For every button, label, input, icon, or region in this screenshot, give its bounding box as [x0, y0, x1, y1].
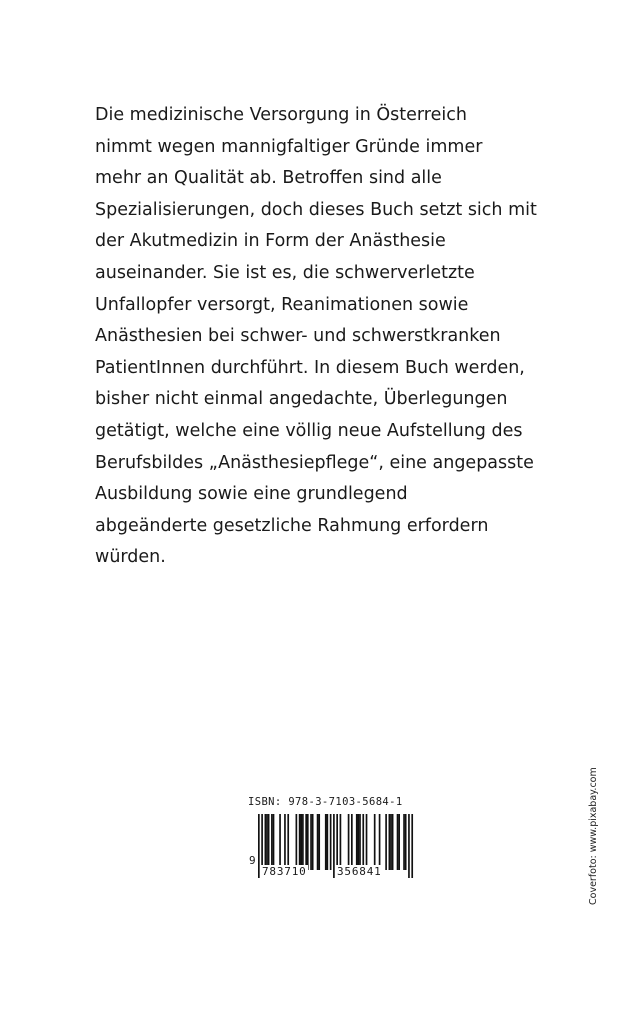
- barcode-bar: [390, 814, 392, 870]
- barcode-bar: [348, 814, 350, 870]
- barcode-bar: [258, 814, 260, 878]
- isbn-label: ISBN: 978-3-7103-5684-1: [248, 796, 403, 808]
- blurb-line: der Akutmedizin in Form der Anästhesie: [95, 231, 446, 252]
- barcode-bar: [265, 814, 267, 870]
- barcode-bar: [362, 814, 364, 870]
- barcode-bar: [340, 814, 342, 870]
- blurb-line: nimmt wegen mannigfaltiger Gründe immer: [95, 136, 483, 157]
- barcode-bar: [374, 814, 376, 870]
- blurb-line: bisher nicht einmal angedachte, Überlegungen: [95, 389, 508, 410]
- blurb-line: auseinander. Sie ist es, die schwerverletzte: [95, 262, 475, 283]
- barcode-bar: [302, 814, 304, 870]
- barcode-bar: [405, 814, 407, 870]
- barcode-bar: [385, 814, 387, 870]
- barcode-bar: [392, 814, 394, 870]
- barcode-bar: [287, 814, 289, 870]
- blurb-line: Spezialisierungen, doch dieses Buch setzt sich mit: [95, 199, 537, 220]
- barcode-bar: [279, 814, 281, 870]
- isbn-barcode: [248, 796, 418, 896]
- blurb-line: Die medizinische Versorgung in Österreich: [95, 105, 467, 125]
- barcode-bar: [389, 814, 391, 870]
- blurb-line: Berufsbildes „Anästhesiepflege“, eine angepasste: [95, 452, 534, 473]
- barcode-bar: [266, 814, 268, 870]
- blurb-line: Anästhesien bei schwer- und schwerstkranken: [95, 326, 501, 347]
- blurb-line: PatientInnen durchführt. In diesem Buch werden,: [95, 357, 525, 378]
- blurb-line: Ausbildung sowie eine grundlegend: [95, 484, 408, 505]
- barcode-bar: [312, 814, 314, 870]
- barcode-bar: [305, 814, 307, 870]
- barcode-bar: [318, 814, 320, 870]
- barcode-bar: [408, 814, 410, 878]
- barcode-bar: [356, 814, 358, 870]
- barcode-bar: [296, 814, 298, 870]
- barcode-right-digits: 356841: [337, 865, 382, 878]
- barcode-bar: [351, 814, 353, 870]
- barcode-lead-digit: 9: [249, 854, 257, 867]
- barcode-bar: [366, 814, 368, 870]
- barcode-left-digits: 783710: [262, 865, 307, 878]
- barcode-bar: [273, 814, 275, 870]
- cover-photo-credit: Coverfoto: www.pixabay.com: [588, 767, 599, 905]
- barcode-bar: [359, 814, 361, 870]
- barcode-bar: [299, 814, 301, 870]
- blurb-line: würden.: [95, 547, 166, 568]
- barcode-bar: [317, 814, 319, 870]
- barcode-bar: [411, 814, 413, 878]
- barcode-bar: [333, 814, 335, 878]
- barcode-bar: [398, 814, 400, 870]
- barcode-bar: [397, 814, 399, 870]
- barcode-bar: [330, 814, 332, 870]
- barcode-bar: [307, 814, 309, 870]
- barcode-bar: [310, 814, 312, 870]
- barcode-bar: [284, 814, 286, 870]
- barcode-bar: [300, 814, 302, 870]
- barcode-bar: [403, 814, 405, 870]
- back-cover-blurb: [95, 100, 565, 574]
- barcode-bar: [358, 814, 360, 870]
- barcode-bar: [271, 814, 273, 870]
- barcode-bar: [325, 814, 327, 870]
- blurb-line: Unfallopfer versorgt, Reanimationen sowie: [95, 294, 469, 315]
- barcode-bar: [327, 814, 329, 870]
- blurb-line: abgeänderte gesetzliche Rahmung erfordern: [95, 515, 489, 536]
- blurb-line: getätigt, welche eine völlig neue Aufstellung des: [95, 420, 523, 441]
- blurb-line: mehr an Qualität ab. Betroffen sind alle: [95, 168, 442, 189]
- barcode-bar: [379, 814, 381, 870]
- barcode-bar: [268, 814, 270, 870]
